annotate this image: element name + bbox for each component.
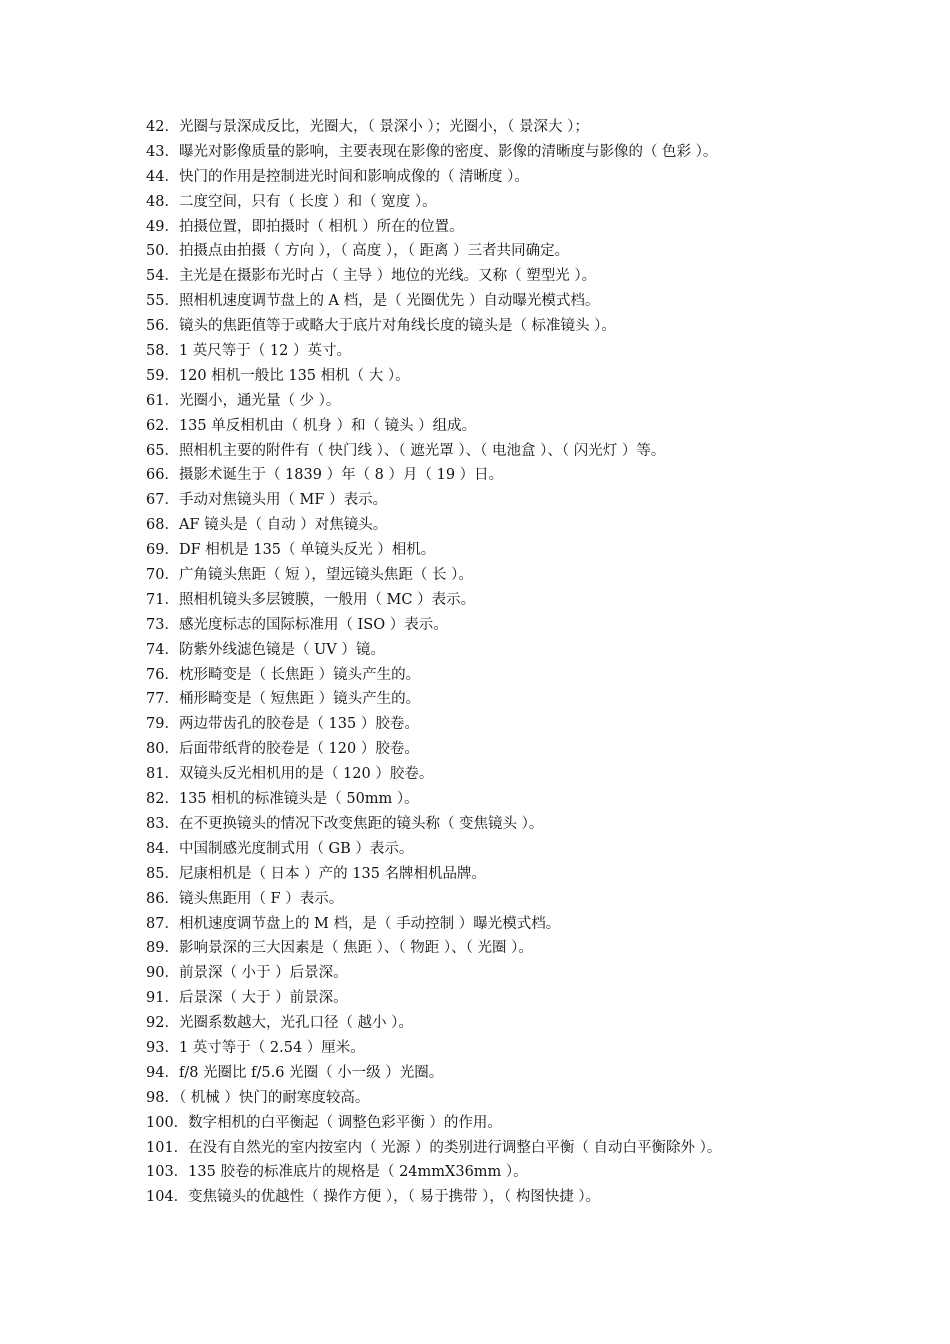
question-line: 67．手动对焦镜头用（ MF ）表示。 bbox=[146, 492, 388, 509]
question-line: 49．拍摄位置，即拍摄时（ 相机 ）所在的位置。 bbox=[146, 218, 464, 235]
question-line: 98．（ 机械 ）快门的耐寒度较高。 bbox=[146, 1089, 370, 1106]
question-line: 85．尼康相机是（ 日本 ）产的 135 名牌相机品牌。 bbox=[146, 865, 487, 882]
question-line: 61．光圈小，通光量（ 少 ）。 bbox=[146, 392, 341, 409]
question-line: 54．主光是在摄影布光时占（ 主导 ）地位的光线。又称（ 塑型光 ）。 bbox=[146, 268, 597, 285]
question-line: 101．在没有自然光的室内按室内（ 光源 ）的类别进行调整白平衡（ 自动白平衡除外 ）。 bbox=[146, 1139, 722, 1156]
question-line: 100．数字相机的白平衡起（ 调整色彩平衡 ）的作用。 bbox=[146, 1114, 502, 1131]
question-line: 43．曝光对影像质量的影响，主要表现在影像的密度、影像的清晰度与影像的（ 色彩 ）。 bbox=[146, 143, 718, 160]
question-line: 58．1 英尺等于（ 12 ）英寸。 bbox=[146, 343, 351, 360]
question-line: 68．AF 镜头是（ 自动 ）对焦镜头。 bbox=[146, 517, 388, 534]
question-line: 94．f/8 光圈比 f/5.6 光圈（ 小一级 ）光圈。 bbox=[146, 1064, 444, 1081]
question-line: 104．变焦镜头的优越性（ 操作方便 ），（ 易于携带 ），（ 构图快捷 ）。 bbox=[146, 1189, 601, 1206]
question-line: 69．DF 相机是 135（ 单镜头反光 ）相机。 bbox=[146, 542, 436, 559]
question-line: 87．相机速度调节盘上的 M 档，是（ 手动控制 ）曝光模式档。 bbox=[146, 915, 561, 932]
question-line: 73．感光度标志的国际标准用（ ISO ）表示。 bbox=[146, 616, 448, 633]
question-line: 65．照相机主要的附件有（ 快门线 ）、（ 遮光罩 ）、（ 电池盒 ）、（ 闪光灯 ）等。 bbox=[146, 442, 666, 459]
question-line: 50．拍摄点由拍摄（ 方向 ），（ 高度 ），（ 距离 ）三者共同确定。 bbox=[146, 243, 570, 260]
question-line: 66．摄影术诞生于（ 1839 ）年（ 8 ）月（ 19 ）日。 bbox=[146, 467, 504, 484]
question-line: 55．照相机速度调节盘上的 A 档，是（ 光圈优先 ）自动曝光模式档。 bbox=[146, 293, 600, 310]
question-line: 48．二度空间，只有（ 长度 ）和（ 宽度 ）。 bbox=[146, 193, 437, 210]
question-line: 84．中国制感光度制式用（ GB ）表示。 bbox=[146, 840, 414, 857]
question-line: 80．后面带纸背的胶卷是（ 120 ）胶卷。 bbox=[146, 741, 419, 758]
question-line: 77．桶形畸变是（ 短焦距 ）镜头产生的。 bbox=[146, 691, 421, 708]
question-line: 83．在不更换镜头的情况下改变焦距的镜头称（ 变焦镜头 ）。 bbox=[146, 815, 544, 832]
question-line: 81．双镜头反光相机用的是（ 120 ）胶卷。 bbox=[146, 766, 434, 783]
question-line: 44．快门的作用是控制进光时间和影响成像的（ 清晰度 ）。 bbox=[146, 168, 529, 185]
question-line: 79．两边带齿孔的胶卷是（ 135 ）胶卷。 bbox=[146, 716, 419, 733]
question-line: 71．照相机镜头多层镀膜，一般用（ MC ）表示。 bbox=[146, 591, 476, 608]
question-line: 91．后景深（ 大于 ）前景深。 bbox=[146, 990, 348, 1007]
question-line: 74．防紫外线滤色镜是（ UV ）镜。 bbox=[146, 641, 385, 658]
question-line: 86．镜头焦距用（ F ）表示。 bbox=[146, 890, 344, 907]
question-line: 92．光圈系数越大，光孔口径（ 越小 ）。 bbox=[146, 1015, 413, 1032]
question-list bbox=[146, 115, 926, 1210]
question-line: 82．135 相机的标准镜头是（ 50mm ）。 bbox=[146, 791, 419, 808]
question-line: 70．广角镜头焦距（ 短 ），望远镜头焦距（ 长 ）。 bbox=[146, 567, 473, 584]
question-line: 93．1 英寸等于（ 2.54 ）厘米。 bbox=[146, 1039, 365, 1056]
question-line: 103．135 胶卷的标准底片的规格是（ 24mmX36mm ）。 bbox=[146, 1164, 528, 1181]
question-line: 90．前景深（ 小于 ）后景深。 bbox=[146, 965, 348, 982]
question-line: 62．135 单反相机由（ 机身 ）和（ 镜头 ）组成。 bbox=[146, 417, 477, 434]
question-line: 89．影响景深的三大因素是（ 焦距 ）、（ 物距 ）、（ 光圈 ）。 bbox=[146, 940, 533, 957]
question-line: 42．光圈与景深成反比，光圈大，（ 景深小 ）；光圈小，（ 景深大 ）； bbox=[146, 119, 589, 135]
question-line: 59．120 相机一般比 135 相机（ 大 ）。 bbox=[146, 367, 410, 384]
question-line: 76．枕形畸变是（ 长焦距 ）镜头产生的。 bbox=[146, 666, 421, 683]
question-line: 56．镜头的焦距值等于或略大于底片对角线长度的镜头是（ 标准镜头 ）。 bbox=[146, 318, 616, 335]
